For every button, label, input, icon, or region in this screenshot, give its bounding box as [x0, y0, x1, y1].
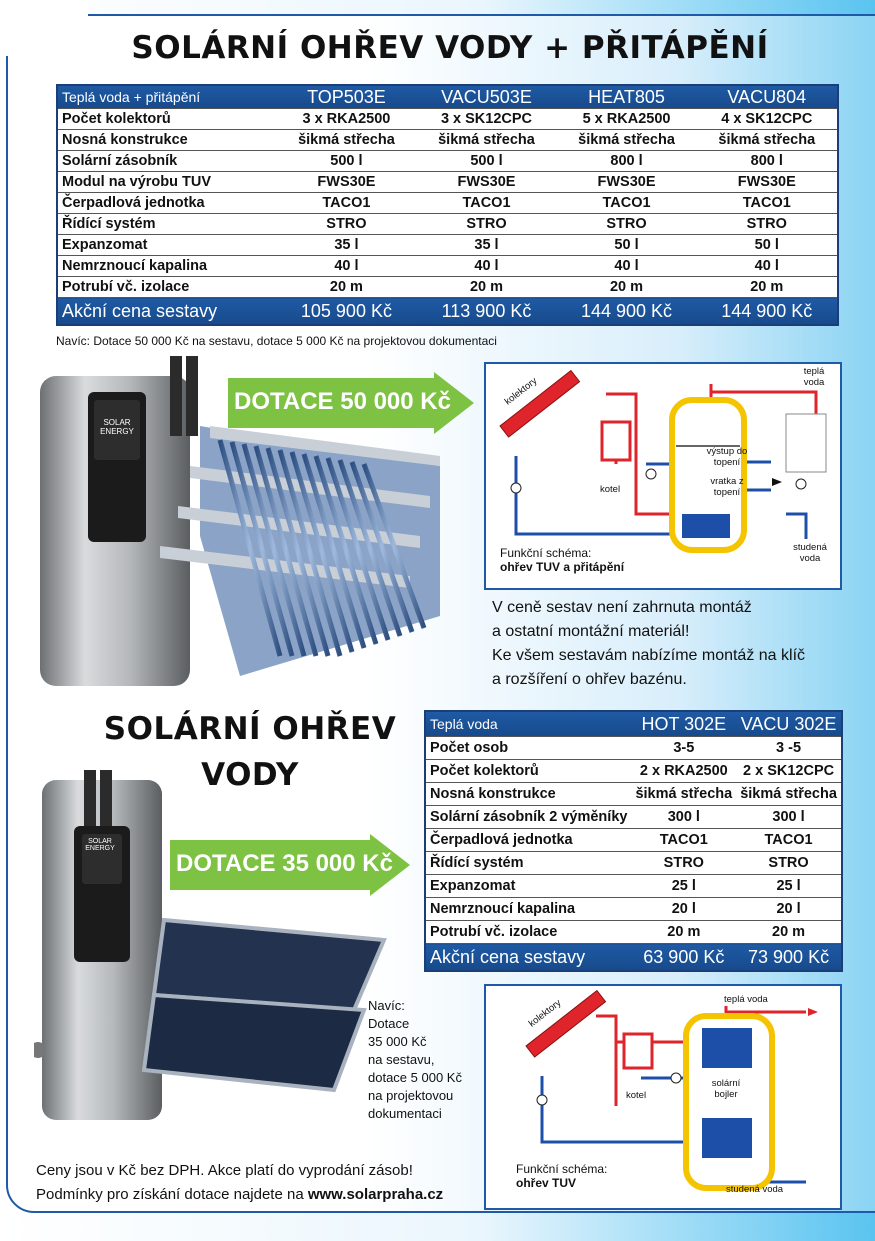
column-header: VACU503E — [416, 85, 556, 109]
footer — [36, 1159, 443, 1207]
row-label: Expanzomat — [57, 235, 276, 256]
table-cell: STRO — [276, 214, 416, 235]
table-cell: 300 l — [631, 806, 736, 829]
schema-boiler-label: kotel — [626, 1090, 647, 1101]
header-label: Teplá voda — [425, 711, 631, 737]
schema-boiler-label: kotel — [600, 484, 621, 495]
table-cell: FWS30E — [557, 172, 697, 193]
schema-collectors-label: kolektory — [526, 997, 564, 1030]
table-cell: 20 m — [276, 277, 416, 298]
row-label: Modul na výrobu TUV — [57, 172, 276, 193]
table-cell: TACO1 — [631, 829, 736, 852]
table-cell: šikmá střecha — [416, 130, 556, 151]
table-cell: 500 l — [276, 151, 416, 172]
row-label: Čerpadlová jednotka — [425, 829, 631, 852]
table-cell: 25 l — [631, 875, 736, 898]
bottom-title-line2: VODY — [201, 757, 299, 793]
row-label: Nosná konstrukce — [57, 130, 276, 151]
table-cell: 50 l — [697, 235, 838, 256]
table-cell: 5 x RKA2500 — [557, 109, 697, 130]
table-cell: 20 m — [557, 277, 697, 298]
installation-note-line: a rozšíření o ohřev bazénu. — [492, 671, 687, 688]
table-cell: FWS30E — [416, 172, 556, 193]
table-cell: TACO1 — [416, 193, 556, 214]
schema-caption — [516, 1162, 607, 1190]
table-cell: TACO1 — [697, 193, 838, 214]
top-function-schema — [484, 362, 842, 590]
bottom-subsidy-arrow — [170, 834, 410, 896]
top-subsidy-arrow — [228, 372, 474, 434]
schema-caption — [500, 546, 624, 574]
footer-line1: Ceny jsou v Kč bez DPH. Akce platí do vyprodání zásob! — [36, 1162, 413, 1179]
top-tank-logo: SOLAR ENERGY — [100, 418, 134, 436]
row-label: Nemrznoucí kapalina — [57, 256, 276, 277]
price-label: Akční cena sestavy — [425, 944, 631, 972]
schema-hot-water-label: teplá voda — [803, 366, 825, 388]
price-cell: 73 900 Kč — [736, 944, 842, 972]
table-cell: 3 -5 — [736, 737, 842, 760]
table-header-row — [425, 711, 842, 737]
table-cell: 20 m — [631, 921, 736, 944]
table-row — [57, 172, 838, 193]
table-cell: šikmá střecha — [276, 130, 416, 151]
schema-cold-water-label: studená voda — [793, 542, 827, 564]
schema-heating-return-label: vratka z topení — [710, 476, 744, 498]
flat-collector-array — [144, 920, 384, 1090]
table-row — [57, 235, 838, 256]
table-cell: šikmá střecha — [557, 130, 697, 151]
table-cell: FWS30E — [697, 172, 838, 193]
table-cell: 800 l — [557, 151, 697, 172]
row-label: Nosná konstrukce — [425, 783, 631, 806]
row-label: Nemrznoucí kapalina — [425, 898, 631, 921]
table-cell: STRO — [736, 852, 842, 875]
row-label: Potrubí vč. izolace — [57, 277, 276, 298]
table-row — [425, 806, 842, 829]
schema-caption-line1: Funkční schéma: — [500, 546, 592, 560]
price-row — [425, 944, 842, 972]
price-label: Akční cena sestavy — [57, 298, 276, 326]
table-row — [425, 737, 842, 760]
table-cell: STRO — [697, 214, 838, 235]
row-label: Řídící systém — [57, 214, 276, 235]
schema-solar-tank-label: solární bojler — [711, 1078, 741, 1100]
table-cell: 25 l — [736, 875, 842, 898]
top-spec-table — [56, 84, 839, 326]
table-row — [57, 277, 838, 298]
row-label: Potrubí vč. izolace — [425, 921, 631, 944]
table-cell: 35 l — [276, 235, 416, 256]
table-cell: STRO — [557, 214, 697, 235]
bottom-tank-logo: SOLAR ENERGY — [85, 838, 115, 852]
table-cell: 40 l — [697, 256, 838, 277]
row-label: Solární zásobník — [57, 151, 276, 172]
column-header: TOP503E — [276, 85, 416, 109]
bottom-function-schema — [484, 984, 842, 1210]
schema-caption-line2: ohřev TUV a přitápění — [500, 560, 625, 574]
table-cell: 20 m — [697, 277, 838, 298]
row-label: Čerpadlová jednotka — [57, 193, 276, 214]
bottom-subsidy-note — [368, 997, 462, 1123]
table-cell: TACO1 — [276, 193, 416, 214]
schema-hot-water-label: teplá voda — [724, 994, 768, 1005]
table-row — [425, 921, 842, 944]
table-cell: 3 x SK12CPC — [416, 109, 556, 130]
table-cell: 500 l — [416, 151, 556, 172]
bottom-title-line1: SOLÁRNÍ OHŘEV — [103, 711, 397, 747]
table-cell: šikmá střecha — [631, 783, 736, 806]
row-label: Solární zásobník 2 výměníky — [425, 806, 631, 829]
installation-note-line: a ostatní montážní materiál! — [492, 623, 690, 640]
note-line: 35 000 Kč — [368, 1034, 427, 1049]
price-cell: 113 900 Kč — [416, 298, 556, 326]
table-cell: 20 m — [736, 921, 842, 944]
table-cell: 20 l — [736, 898, 842, 921]
note-line: na sestavu, — [368, 1052, 435, 1067]
table-cell: 40 l — [416, 256, 556, 277]
note-line: na projektovou — [368, 1088, 454, 1103]
table-cell: 20 l — [631, 898, 736, 921]
footer-line2-prefix: Podmínky pro získání dotace najdete na — [36, 1186, 304, 1203]
note-line: dotace 5 000 Kč — [368, 1070, 462, 1085]
table-cell: 3 x RKA2500 — [276, 109, 416, 130]
table-cell: 300 l — [736, 806, 842, 829]
column-header: VACU 302E — [736, 711, 842, 737]
footer-line2 — [36, 1183, 443, 1207]
installation-note-line: Ke všem sestavám nabízíme montáž na klíč — [492, 647, 806, 664]
header-label: Teplá voda + přitápění — [57, 85, 276, 109]
top-title: SOLÁRNÍ OHŘEV VODY + PŘITÁPĚNÍ — [131, 30, 769, 66]
table-row — [425, 852, 842, 875]
table-cell: šikmá střecha — [736, 783, 842, 806]
table-cell: 4 x SK12CPC — [697, 109, 838, 130]
table-row — [57, 193, 838, 214]
price-cell: 144 900 Kč — [557, 298, 697, 326]
installation-note-line: V ceně sestav není zahrnuta montáž — [492, 599, 752, 616]
table-cell: 35 l — [416, 235, 556, 256]
table-cell: 3-5 — [631, 737, 736, 760]
schema-caption-line1: Funkční schéma: — [516, 1162, 608, 1176]
installation-note — [492, 596, 805, 692]
top-subsidy-note: Navíc: Dotace 50 000 Kč na sestavu, dotace 5 000 Kč na projektovou dokumentaci — [56, 334, 497, 348]
table-cell: TACO1 — [557, 193, 697, 214]
price-row — [57, 298, 838, 326]
collector-array — [160, 426, 440, 676]
table-cell: 2 x RKA2500 — [631, 760, 736, 783]
table-cell: TACO1 — [736, 829, 842, 852]
column-header: HEAT805 — [557, 85, 697, 109]
table-row — [57, 151, 838, 172]
table-row — [425, 875, 842, 898]
row-label: Počet kolektorů — [57, 109, 276, 130]
table-cell: 2 x SK12CPC — [736, 760, 842, 783]
table-cell: 40 l — [557, 256, 697, 277]
price-cell: 63 900 Kč — [631, 944, 736, 972]
table-row — [425, 898, 842, 921]
schema-cold-water-label: studená voda — [726, 1184, 784, 1195]
arrow-label: DOTACE 35 000 Kč — [176, 850, 393, 877]
table-cell: 20 m — [416, 277, 556, 298]
column-header: HOT 302E — [631, 711, 736, 737]
bottom-spec-table — [424, 710, 843, 972]
website-link[interactable]: www.solarpraha.cz — [307, 1186, 444, 1203]
table-row — [57, 109, 838, 130]
row-label: Počet osob — [425, 737, 631, 760]
table-row — [425, 760, 842, 783]
table-cell: STRO — [631, 852, 736, 875]
schema-caption-line2: ohřev TUV — [516, 1176, 577, 1190]
table-header-row — [57, 85, 838, 109]
row-label: Řídící systém — [425, 852, 631, 875]
table-row — [57, 130, 838, 151]
table-row — [425, 829, 842, 852]
table-cell: STRO — [416, 214, 556, 235]
column-header: VACU804 — [697, 85, 838, 109]
price-cell: 105 900 Kč — [276, 298, 416, 326]
arrow-label: DOTACE 50 000 Kč — [234, 388, 451, 415]
table-cell: šikmá střecha — [697, 130, 838, 151]
table-row — [57, 256, 838, 277]
note-line: Dotace — [368, 1016, 410, 1031]
row-label: Počet kolektorů — [425, 760, 631, 783]
row-label: Expanzomat — [425, 875, 631, 898]
schema-collectors-label: kolektory — [502, 375, 540, 408]
note-line: dokumentaci — [368, 1106, 442, 1121]
table-cell: 50 l — [557, 235, 697, 256]
table-cell: FWS30E — [276, 172, 416, 193]
schema-heating-out-label: výstup do topení — [706, 446, 748, 468]
price-cell: 144 900 Kč — [697, 298, 838, 326]
table-cell: 800 l — [697, 151, 838, 172]
table-row — [57, 214, 838, 235]
table-row — [425, 783, 842, 806]
note-line: Navíc: — [368, 998, 405, 1013]
table-cell: 40 l — [276, 256, 416, 277]
